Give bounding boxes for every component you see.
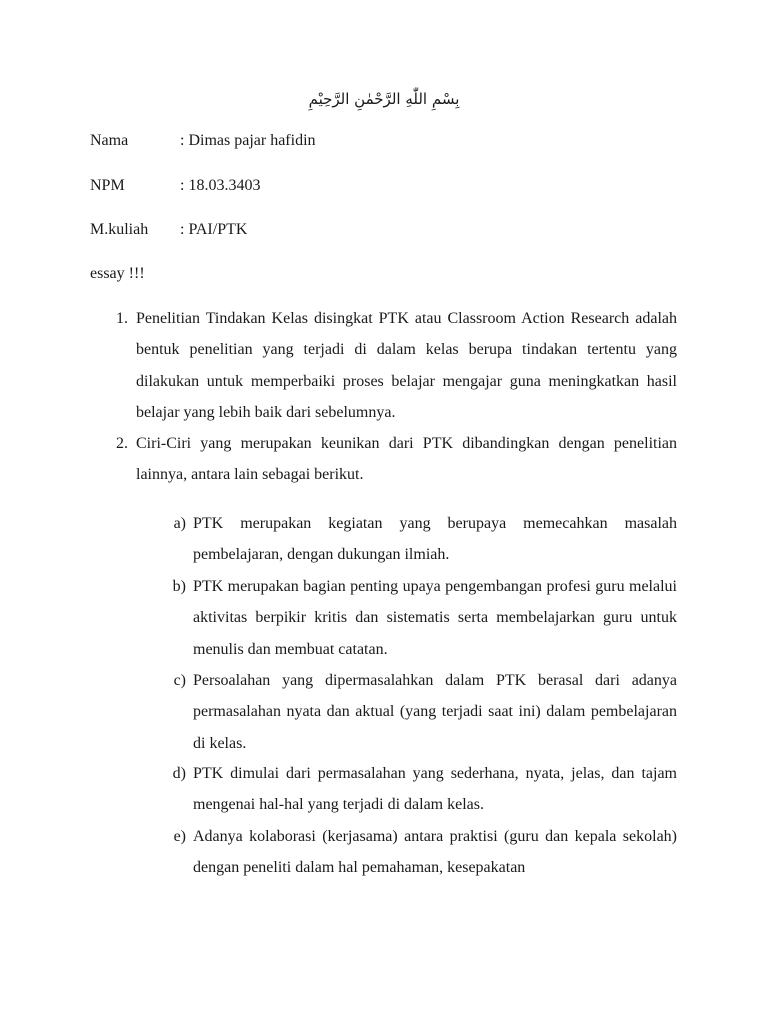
sublist-item-text: Adanya kolaborasi (kerjasama) antara praktisi (guru dan kepala sekolah) dengan peneliti dalam hal pemahaman, kesepakatan: [193, 828, 677, 877]
basmala-heading: بِسْمِ اللّٰهِ الرَّحْمٰنِ الرَّحِيْمِ: [308, 90, 460, 108]
sublist-marker: c): [173, 672, 186, 689]
field-label: Nama: [90, 132, 129, 149]
list-item-text: Penelitian Tindakan Kelas disingkat PTK atau Classroom Action Research adalah bentuk penelitian yang terjadi di dalam kelas berupa tindakan tertentu yang dilakukan untuk memperbaiki proses belajar mengajar guna meningkatkan hasil belajar yang lebih baik dari sebelumnya.: [136, 310, 677, 421]
sublist-item-text: Persoalahan yang dipermasalahkan dalam PTK berasal dari adanya permasalahan nyata dan aktual (yang terjadi saat ini) dalam pembelajaran di kelas.: [193, 672, 677, 752]
sublist-marker: a): [173, 515, 186, 532]
field-npm: [90, 175, 260, 197]
field-label: M.kuliah: [90, 221, 149, 238]
sublist-item-text: PTK dimulai dari permasalahan yang sederhana, nyata, jelas, dan tajam mengenai hal-hal yang terjadi di dalam kelas.: [193, 765, 677, 814]
field-mata-kuliah: [90, 219, 247, 241]
sublist-item-text: PTK merupakan bagian penting upaya pengembangan profesi guru melalui aktivitas berpikir kritis dan sistematis serta membelajarkan guru untuk menulis dan membuat catatan.: [193, 578, 677, 658]
sublist-marker: b): [172, 578, 186, 595]
list-marker: 2.: [116, 435, 128, 452]
sublist-marker: d): [172, 765, 186, 782]
field-nama: [90, 130, 316, 152]
list-marker: 1.: [116, 310, 128, 327]
essay-label: essay !!!: [90, 265, 145, 282]
list-item-text: Ciri-Ciri yang merupakan keunikan dari PTK dibandingkan dengan penelitian lainnya, antara lain sebagai berikut.: [136, 435, 677, 484]
field-value: : Dimas pajar hafidin: [180, 132, 316, 149]
sublist-item-text: PTK merupakan kegiatan yang berupaya memecahkan masalah pembelajaran, dengan dukungan ilmiah.: [193, 515, 677, 564]
sublist-marker: e): [173, 828, 186, 845]
field-value: : 18.03.3403: [180, 177, 261, 194]
field-value: : PAI/PTK: [180, 221, 248, 238]
field-label: NPM: [90, 177, 125, 194]
